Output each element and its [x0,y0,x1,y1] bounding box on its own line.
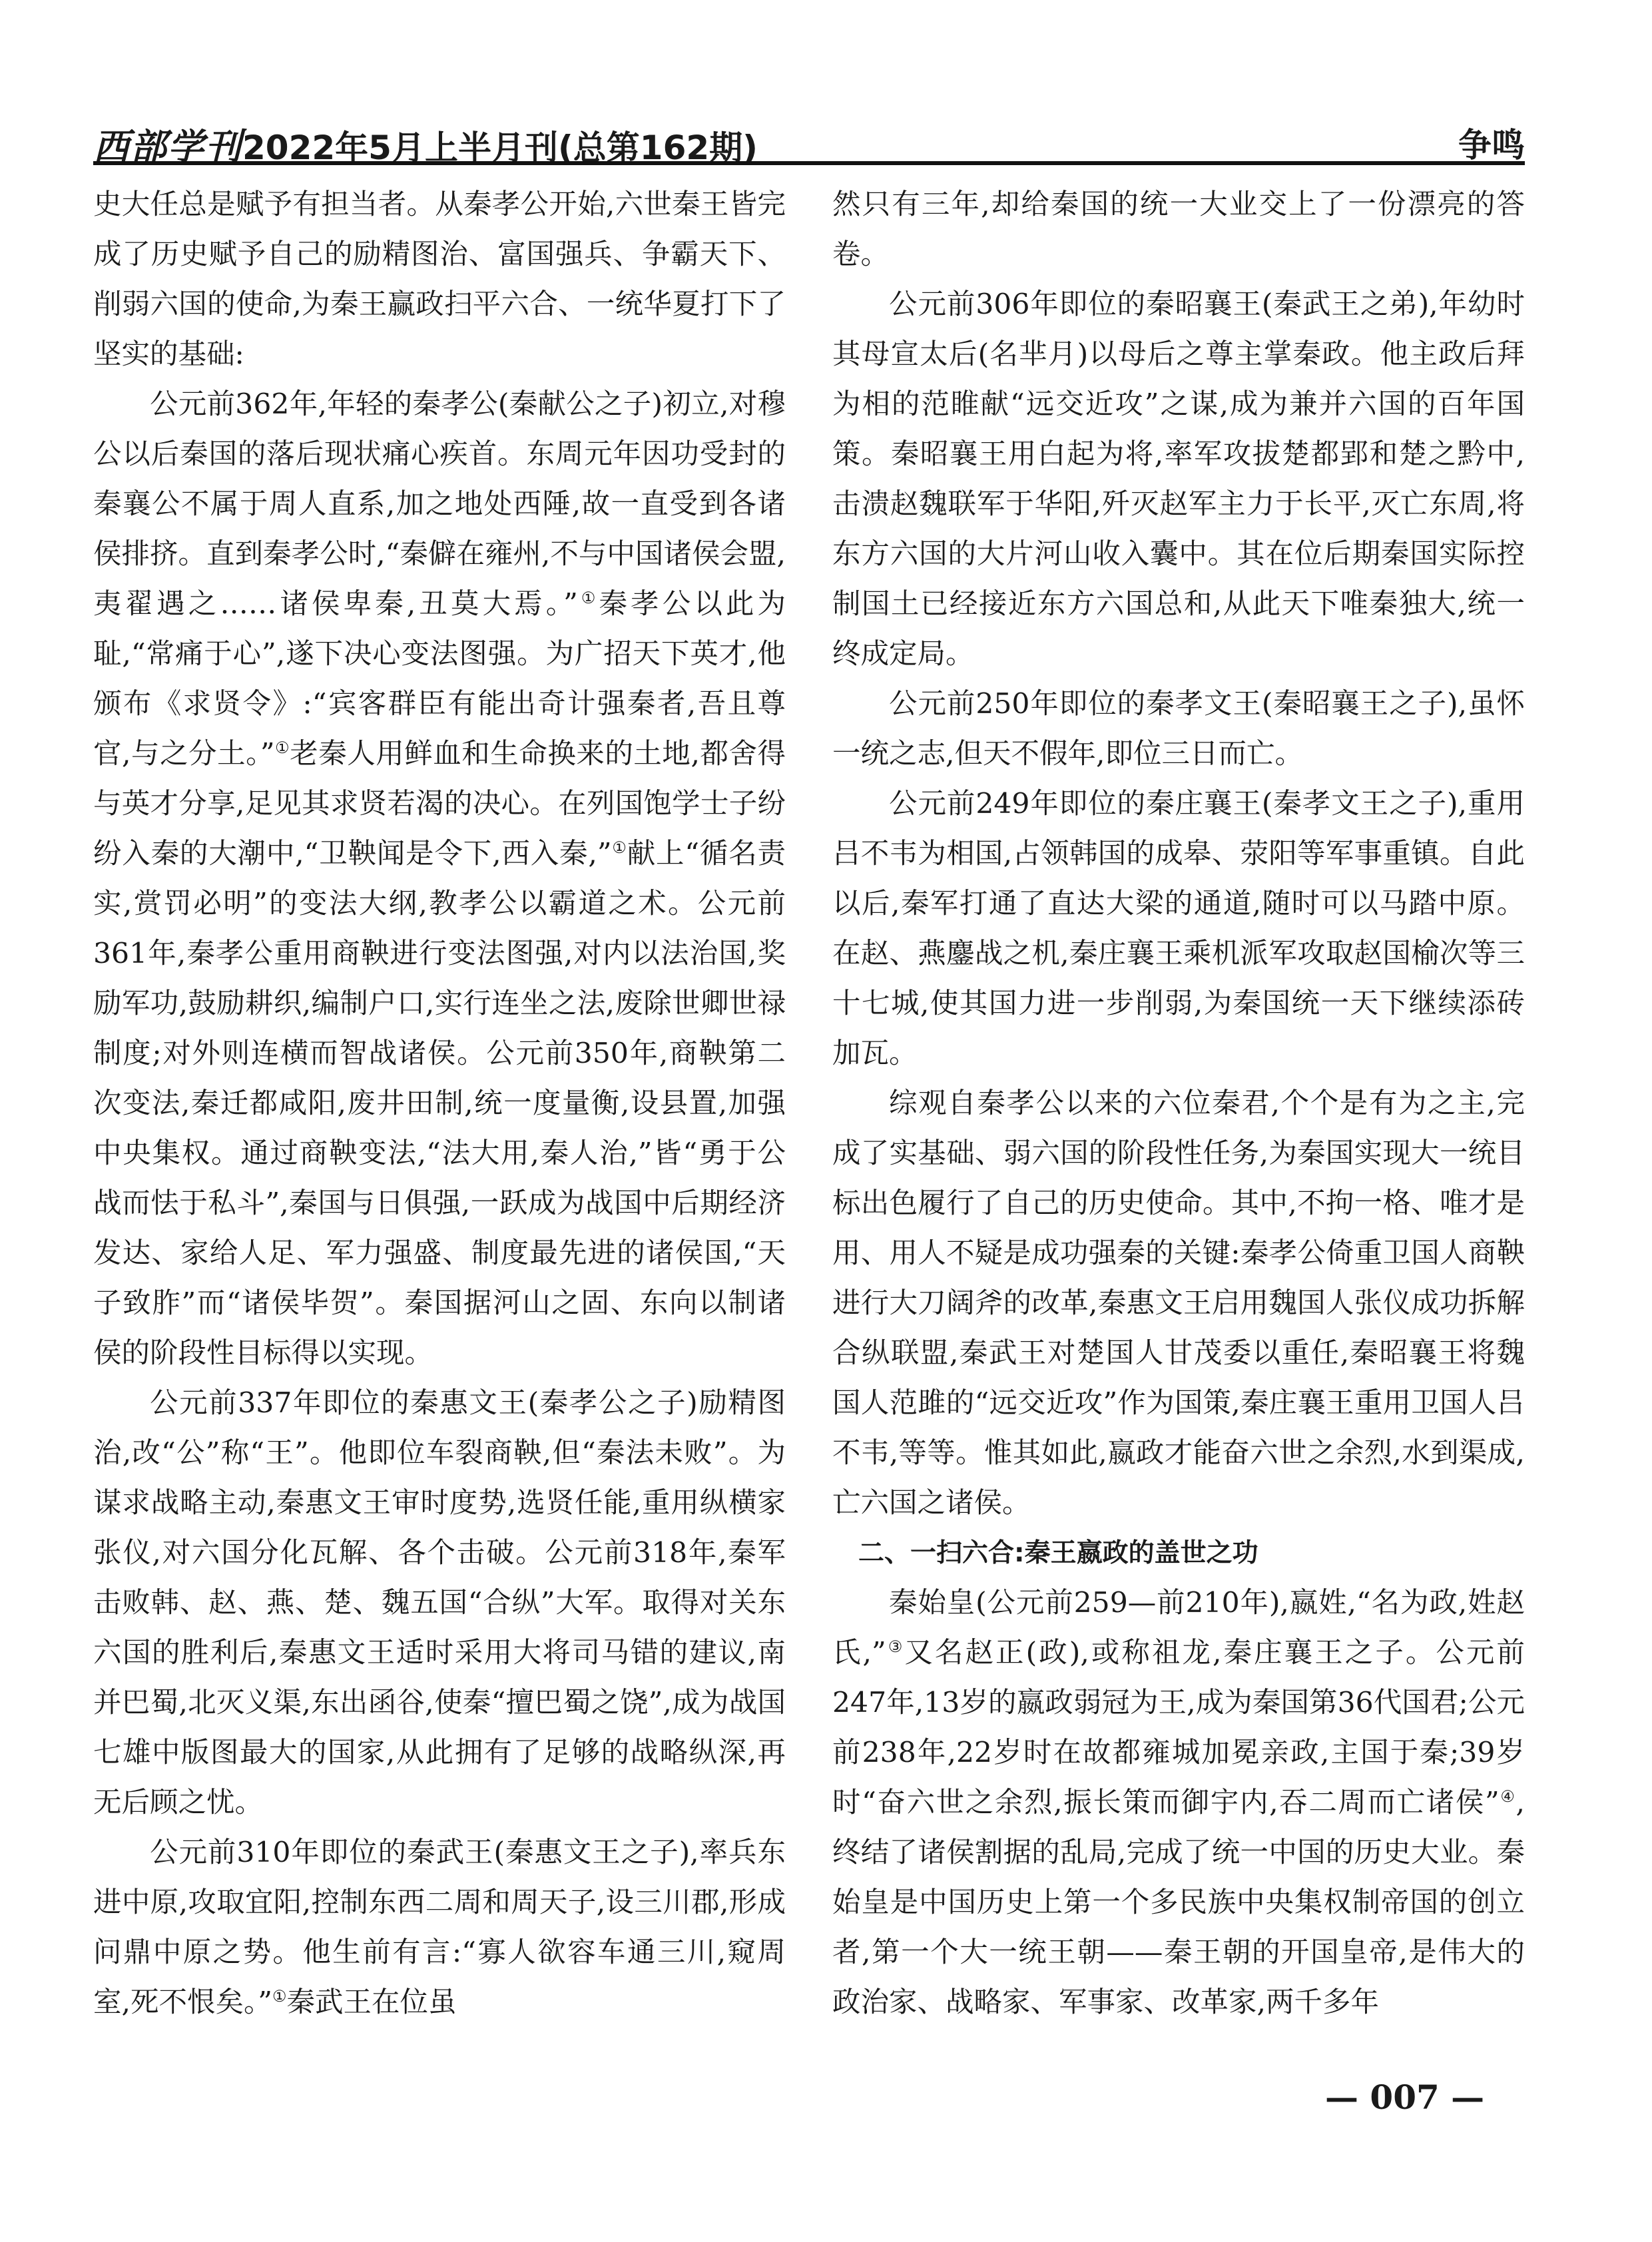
text-run: ,终结了诸侯割据的乱局,完成了统一中国的历史大业。秦始皇是中国历史上第一个多民族中央集权制帝国的创立者,第一个大一统王朝——秦王朝的开国皇帝,是伟大的政治家、战略家、军事家、改革家,两千多年 [832,1787,1525,2019]
paragraph: 公元前249年即位的秦庄襄王(秦孝文王之子),重用吕不韦为相国,占领韩国的成皋、荥阳等军事重镇。自此以后,秦军打通了直达大梁的通道,随时可以马踏中原。在赵、燕鏖战之机,秦庄襄王乘机派军攻取赵国榆次等三十七城,使其国力进一步削弱,为秦国统一天下继续添砖加瓦。 [832,788,1525,1070]
paragraph: 公元前250年即位的秦孝文王(秦昭襄王之子),虽怀一统之志,但天不假年,即位三日而亡。 [832,688,1525,770]
paragraph [832,1578,1525,2028]
right-column [832,180,1525,2028]
running-header [93,119,1525,178]
footnote-ref: ④ [1499,1787,1516,1806]
text-run: 秦武王在位虽 [286,1986,457,2019]
section-heading: 二、一扫六合:秦王嬴政的盖世之功 [858,1538,1258,1568]
paragraph [93,1828,786,2028]
paragraph: 然只有三年,却给秦国的统一大业交上了一份漂亮的答卷。 [832,188,1525,271]
paragraph: 公元前306年即位的秦昭襄王(秦武王之弟),年幼时其母宣太后(名芈月)以母后之尊主掌秦政。他主政后拜为相的范睢献“远交近攻”之谋,成为兼并六国的百年国策。秦昭襄王用白起为将,率军攻拔楚都郢和楚之黔中,击溃赵魏联军于华阳,歼灭赵军主力于长平,灭亡东周,将东方六国的大片河山收入囊中。其在位后期秦国实际控制国土已经接近东方六国总和,从此天下唯秦独大,统一终成定局。 [832,288,1525,671]
left-column [93,180,786,2028]
paragraph [93,380,786,1378]
section-title: 争鸣 [1458,126,1525,164]
journal-logo: 西部学刊 [93,125,242,168]
footnote-ref: ① [274,738,290,757]
paragraph: 综观自秦孝公以来的六位秦君,个个是有为之主,完成了实基础、弱六国的阶段性任务,为秦国实现大一统目标出色履行了自己的历史使命。其中,不拘一格、唯才是用、用人不疑是成功强秦的关键:秦孝公倚重卫国人商鞅进行大刀阔斧的改革,秦惠文王启用魏国人张仪成功拆解合纵联盟,秦武王对楚国人甘茂委以重任,秦昭襄王将魏国人范雎的“远交近攻”作为国策,秦庄襄王重用卫国人吕不韦,等等。惟其如此,嬴政才能奋六世之余烈,水到渠成,亡六国之诸侯。 [832,1087,1525,1520]
footnote-ref: ① [272,1986,287,2006]
text-run: 又名赵正(政),或称祖龙,秦庄襄王之子。公元前247年,13岁的嬴政弱冠为王,成为秦国第36代国君;公元前238年,22岁时在故都雍城加冕亲政,主国于秦;39岁时“奋六世之余烈,振长策而御宇内,吞二周而亡诸侯” [832,1637,1525,1819]
page-number: — 007 — [1325,2078,1485,2117]
footnote-ref: ① [611,838,627,857]
text-run: 秦孝公以此为耻,“常痛于心”,遂下决心变法图强。为广招天下英才,他颁布《求贤令》:“宾客群臣有能出奇计强秦者,吾且尊官,与之分土。” [93,588,786,770]
text-run: 公元前362年,年轻的秦孝公(秦献公之子)初立,对穆公以后秦国的落后现状痛心疾首。东周元年因功受封的秦襄公不属于周人直系,加之地处西陲,故一直受到各诸侯排挤。直到秦孝公时,“秦僻在雍州,不与中国诸侯会盟,夷翟遇之……诸侯卑秦,丑莫大焉。” [93,388,786,621]
text-run: 献上“循名责实,赏罚必明”的变法大纲,教孝公以霸道之术。公元前361年,秦孝公重用商鞅进行变法图强,对内以法治国,奖励军功,鼓励耕织,编制户口,实行连坐之法,废除世卿世禄制度;对外则连横而智战诸侯。公元前350年,商鞅第二次变法,秦迁都咸阳,废井田制,统一度量衡,设县置,加强中央集权。通过商鞅变法,“法大用,秦人治,”皆“勇于公战而怯于私斗”,秦国与日俱强,一跃成为战国中后期经济发达、家给人足、军力强盛、制度最先进的诸侯国,“天子致胙”而“诸侯毕贺”。秦国据河山之固、东向以制诸侯的阶段性目标得以实现。 [93,838,786,1370]
footnote-ref: ① [577,588,599,607]
text-run: 秦始皇(公元前259—前210年),嬴姓,“名为政,姓赵氏,” [832,1587,1525,1669]
text-run: 老秦人用鲜血和生命换来的土地,都舍得与英才分享,足见其求贤若渴的决心。在列国饱学士子纷纷入秦的大潮中,“卫鞅闻是令下,西入秦,” [93,738,786,870]
header-rule [93,161,1525,165]
paragraph: 史大任总是赋予有担当者。从秦孝公开始,六世秦王皆完成了历史赋予自己的励精图治、富国强兵、争霸天下、削弱六国的使命,为秦王赢政扫平六合、一统华夏打下了坚实的基础: [93,188,786,371]
issue-info: 2022年5月上半月刊(总第162期) [242,129,758,167]
text-run: 公元前310年即位的秦武王(秦惠文王之子),率兵东进中原,攻取宜阳,控制东西二周和周天子,设三川郡,形成问鼎中原之势。他生前有言:“寡人欲容车通三川,窥周室,死不恨矣。” [93,1836,786,2019]
footnote-ref: ③ [886,1637,905,1656]
paragraph: 公元前337年即位的秦惠文王(秦孝公之子)励精图治,改“公”称“王”。他即位车裂商鞅,但“秦法未败”。为谋求战略主动,秦惠文王审时度势,选贤任能,重用纵横家张仪,对六国分化瓦解、各个击破。公元前318年,秦军击败韩、赵、燕、楚、魏五国“合纵”大军。取得对关东六国的胜利后,秦惠文王适时采用大将司马错的建议,南并巴蜀,北灭义渠,东出函谷,使秦“擅巴蜀之饶”,成为战国七雄中版图最大的国家,从此拥有了足够的战略纵深,再无后顾之忧。 [93,1387,786,1819]
